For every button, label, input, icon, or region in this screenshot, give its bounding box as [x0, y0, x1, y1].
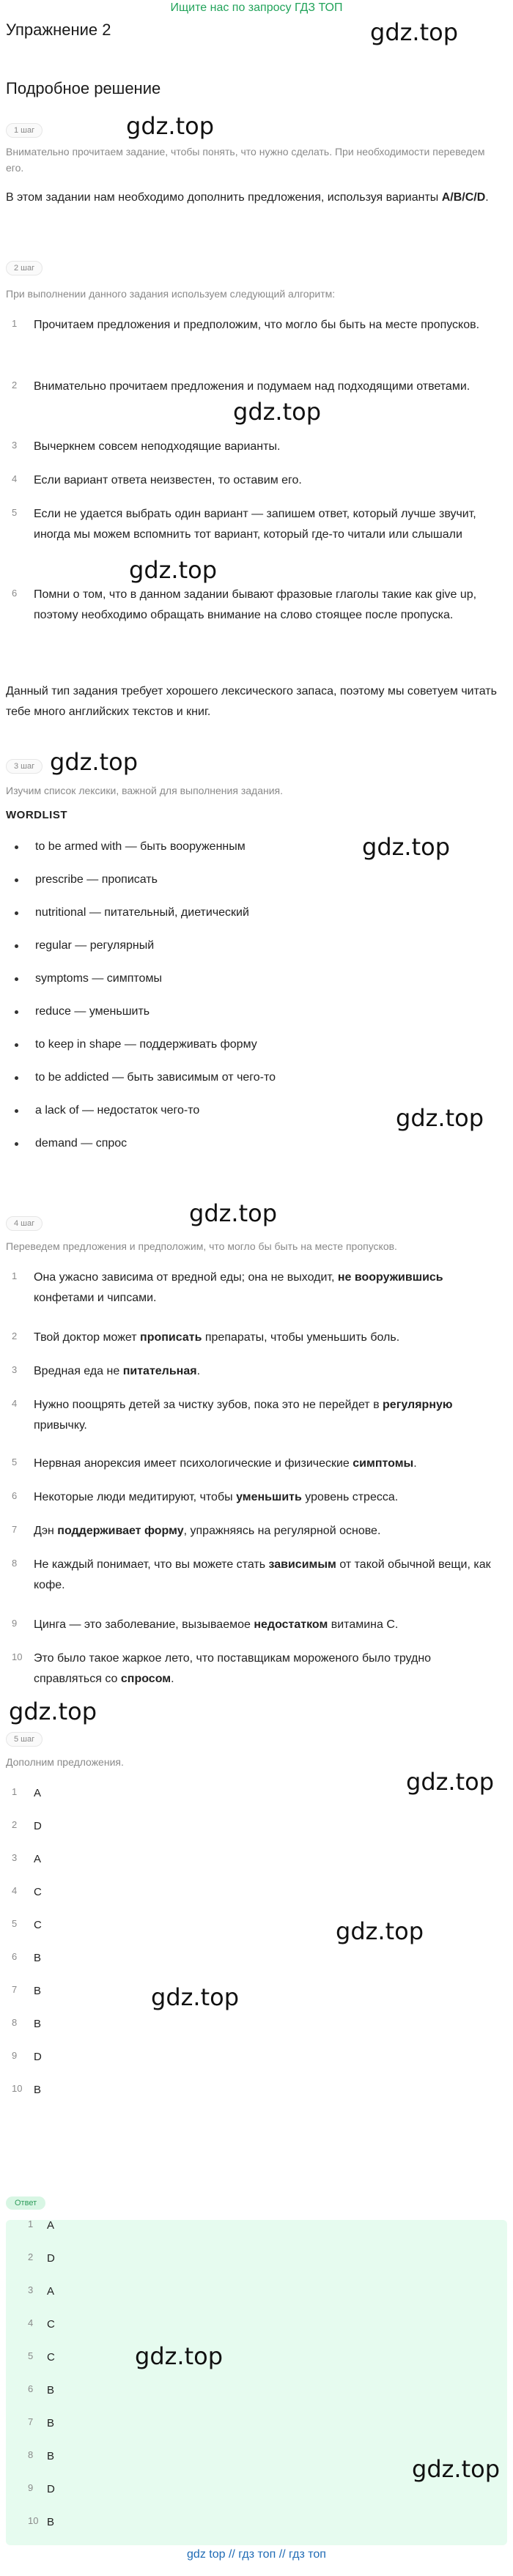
watermark: gdz.top	[189, 1199, 278, 1227]
bullet	[15, 845, 18, 849]
list-item-text: to be armed with — быть вооруженным	[35, 840, 246, 853]
answer-letter: A	[34, 1853, 42, 1865]
list-item-text	[34, 1395, 495, 1436]
answer-letter: A	[47, 2285, 55, 2298]
list-number: 8	[28, 2449, 34, 2460]
list-number: 7	[12, 1984, 18, 1995]
list-number: 2	[12, 1330, 18, 1341]
step-note: Дополним предложения.	[6, 1756, 124, 1768]
search-banner[interactable]: Ищите нас по запросу ГДЗ ТОП	[170, 1, 343, 14]
list-number: 5	[12, 1918, 18, 1929]
list-number: 6	[12, 1951, 18, 1962]
sentence-part: Твой доктор может	[34, 1331, 141, 1344]
watermark: gdz.top	[396, 1104, 484, 1132]
step-note: Изучим список лексики, важной для выполнения задания.	[6, 785, 284, 796]
section-title: Подробное решение	[6, 79, 161, 97]
list-number: 8	[12, 1558, 18, 1569]
answer-letter: B	[34, 2018, 42, 2030]
list-item-text: Прочитаем предложения и предположим, что могло бы быть на месте пропусков.	[34, 319, 480, 331]
answer-letter: A	[47, 2219, 55, 2232]
wordlist-title: WORDLIST	[6, 809, 67, 821]
list-number: 10	[12, 1651, 23, 1662]
sentence-part: .	[413, 1457, 417, 1470]
step-text-part: В этом задании нам необходимо дополнить предложения, используя варианты	[6, 191, 442, 204]
sentence-answer: зависимым	[268, 1558, 336, 1571]
sentence-part: уровень стресса.	[301, 1491, 399, 1503]
answer-letter: B	[47, 2417, 55, 2429]
step-badge: 1 шаг	[6, 123, 43, 138]
list-number: 10	[12, 2083, 23, 2094]
list-number: 3	[28, 2284, 34, 2295]
bullet	[15, 911, 18, 915]
watermark: gdz.top	[406, 1768, 495, 1796]
list-number: 5	[12, 507, 18, 518]
answer-letter: B	[47, 2450, 55, 2462]
sentence-answer: недостатком	[254, 1618, 328, 1631]
answer-letter: B	[34, 2084, 42, 2096]
list-item-text: a lack of — недостаток чего-то	[35, 1104, 200, 1117]
list-item-text: Если вариант ответа неизвестен, то оставим его.	[34, 474, 302, 486]
list-item-text: Если не удается выбрать один вариант — запишем ответ, который лучше звучит, иногда мы можем вспомнить тот вариант, который где-то читали или слышали	[34, 508, 476, 541]
page-title: Упражнение 2	[6, 21, 111, 39]
step-text	[6, 188, 504, 208]
answer-letter: D	[34, 2051, 42, 2063]
sentence-answer: уменьшить	[236, 1491, 302, 1503]
sentence-part: Нужно поощрять детей за чистку зубов, пока это не перейдет в	[34, 1399, 383, 1411]
bullet	[15, 1142, 18, 1146]
list-item-text	[34, 1328, 495, 1348]
list-item-text: regular — регулярный	[35, 939, 155, 952]
list-number: 2	[28, 2251, 34, 2262]
list-number: 2	[12, 1819, 18, 1830]
watermark: gdz.top	[135, 2342, 224, 2370]
answer-letter: D	[34, 1820, 42, 1832]
footer-links[interactable]: gdz top // гдз топ // гдз топ	[187, 2548, 326, 2561]
list-number: 8	[12, 2017, 18, 2028]
step-badge: 2 шаг	[6, 261, 43, 275]
sentence-part: Дэн	[34, 1525, 58, 1537]
sentence-answer: поддерживает форму	[57, 1525, 184, 1537]
list-number: 4	[12, 473, 18, 484]
list-item-text: Внимательно прочитаем предложения и подумаем над подходящими ответами.	[34, 380, 470, 393]
step-badge: 3 шаг	[6, 759, 43, 774]
list-item-text	[34, 1555, 495, 1596]
step-note: Внимательно прочитаем задание, чтобы понять, что нужно сделать. При необходимости переведем его.	[6, 146, 485, 174]
list-item-text	[34, 1521, 495, 1541]
list-item-text	[34, 1267, 495, 1309]
list-number: 9	[28, 2482, 34, 2493]
list-number: 3	[12, 440, 18, 451]
sentence-part: Нервная анорексия имеет психологические и физические	[34, 1457, 353, 1470]
answer-letter: D	[47, 2483, 55, 2495]
bullet	[15, 1109, 18, 1113]
list-item-text	[34, 1454, 495, 1474]
answer-letter: C	[34, 1886, 42, 1898]
list-item-text: Вычеркнем совсем неподходящие варианты.	[34, 440, 281, 453]
sentence-part: препараты, чтобы уменьшить боль.	[202, 1331, 400, 1344]
answer-letter: C	[47, 2318, 55, 2331]
list-number: 10	[28, 2515, 39, 2526]
list-number: 3	[12, 1852, 18, 1863]
list-number: 4	[12, 1398, 18, 1409]
step-text: Данный тип задания требует хорошего лексического запаса, поэтому мы советуем читать тебе много английских текстов и книг.	[6, 685, 497, 718]
watermark: gdz.top	[126, 112, 215, 140]
list-number: 1	[12, 1786, 18, 1797]
bullet	[15, 1043, 18, 1047]
answer-letter: B	[47, 2516, 55, 2528]
list-number: 1	[12, 318, 18, 329]
watermark: gdz.top	[336, 1917, 424, 1945]
sentence-answer: спросом	[120, 1673, 171, 1685]
watermark: gdz.top	[233, 398, 322, 426]
sentence-answer: питательная	[122, 1365, 197, 1377]
watermark: gdz.top	[412, 2455, 501, 2483]
list-item-text	[34, 1487, 495, 1508]
watermark: gdz.top	[370, 18, 459, 46]
list-item-text: symptoms — симптомы	[35, 972, 162, 985]
list-number: 6	[12, 588, 18, 599]
watermark: gdz.top	[50, 748, 139, 776]
list-item-text: Помни о том, что в данном задании бывают фразовые глаголы такие как give up, поэтому необходимо обращать внимание на слово стоящее после пропуска.	[34, 588, 477, 621]
list-number: 7	[12, 1524, 18, 1535]
list-number: 4	[12, 1885, 18, 1896]
answer-letter: B	[34, 1952, 42, 1964]
sentence-part: .	[171, 1673, 174, 1685]
sentence-part: Вредная еда не	[34, 1365, 123, 1377]
step-note: При выполнении данного задания используем следующий алгоритм:	[6, 288, 336, 300]
answer-letter: B	[34, 1985, 42, 1997]
answer-letter: D	[47, 2252, 55, 2265]
sentence-answer: симптомы	[353, 1457, 414, 1470]
list-number: 6	[12, 1490, 18, 1501]
list-number: 6	[28, 2383, 34, 2394]
answer-badge: Ответ	[6, 2196, 45, 2210]
list-item-text: to keep in shape — поддерживать форму	[35, 1038, 257, 1051]
bullet	[15, 1076, 18, 1080]
list-number: 1	[28, 2218, 34, 2229]
list-number: 1	[12, 1270, 18, 1281]
sentence-answer: не вооружившись	[337, 1271, 443, 1284]
step-text-part: .	[485, 191, 489, 204]
sentence-part: Это было такое жаркое лето, что поставщикам мороженого было трудно справляться со	[34, 1652, 432, 1685]
sentence-part: привычку.	[34, 1419, 87, 1432]
watermark: gdz.top	[129, 556, 218, 584]
list-item-text: prescribe — прописать	[35, 873, 158, 886]
list-item-text: nutritional — питательный, диетический	[35, 906, 249, 919]
answer-letter: C	[47, 2351, 55, 2364]
sentence-part: от такой обычной вещи, как кофе.	[34, 1558, 491, 1591]
sentence-part: Некоторые люди медитируют, чтобы	[34, 1491, 237, 1503]
sentence-part: конфетами и чипсами.	[34, 1292, 157, 1304]
list-item-text: reduce — уменьшить	[35, 1005, 150, 1018]
list-number: 5	[12, 1457, 18, 1467]
answer-letter: A	[34, 1787, 42, 1799]
bullet	[15, 1010, 18, 1014]
list-item-text: to be addicted — быть зависимым от чего-то	[35, 1071, 276, 1084]
list-item-text	[34, 1648, 495, 1689]
bullet	[15, 977, 18, 981]
answer-letter: B	[47, 2384, 55, 2397]
list-number: 2	[12, 380, 18, 391]
list-item-text: demand — спрос	[35, 1137, 128, 1150]
list-number: 9	[12, 1618, 18, 1629]
step-badge: 5 шаг	[6, 1732, 43, 1747]
watermark: gdz.top	[151, 1983, 240, 2011]
bullet	[15, 878, 18, 882]
list-number: 4	[28, 2317, 34, 2328]
answer-letter: C	[34, 1919, 42, 1931]
sentence-part: Не каждый понимает, что вы можете стать	[34, 1558, 269, 1571]
sentence-part: , упражняясь на регулярной основе.	[183, 1525, 381, 1537]
bullet	[15, 944, 18, 948]
sentence-answer: прописать	[140, 1331, 202, 1344]
list-number: 9	[12, 2050, 18, 2061]
sentence-answer: регулярную	[383, 1399, 453, 1411]
sentence-part: .	[196, 1365, 201, 1377]
list-item-text	[34, 1361, 495, 1382]
sentence-part: витамина С.	[328, 1618, 399, 1631]
list-number: 5	[28, 2350, 34, 2361]
step-badge: 4 шаг	[6, 1216, 43, 1231]
sentence-part: Цинга — это заболевание, вызываемое	[34, 1618, 254, 1631]
list-number: 7	[28, 2416, 34, 2427]
step-note: Переведем предложения и предположим, что могло бы быть на месте пропусков.	[6, 1240, 397, 1252]
watermark: gdz.top	[9, 1698, 97, 1725]
sentence-part: Она ужасно зависима от вредной еды; она не выходит,	[34, 1271, 338, 1284]
list-number: 3	[12, 1364, 18, 1375]
step-text-bold: A/B/C/D	[441, 191, 486, 204]
list-item-text	[34, 1615, 495, 1635]
watermark: gdz.top	[362, 833, 451, 861]
